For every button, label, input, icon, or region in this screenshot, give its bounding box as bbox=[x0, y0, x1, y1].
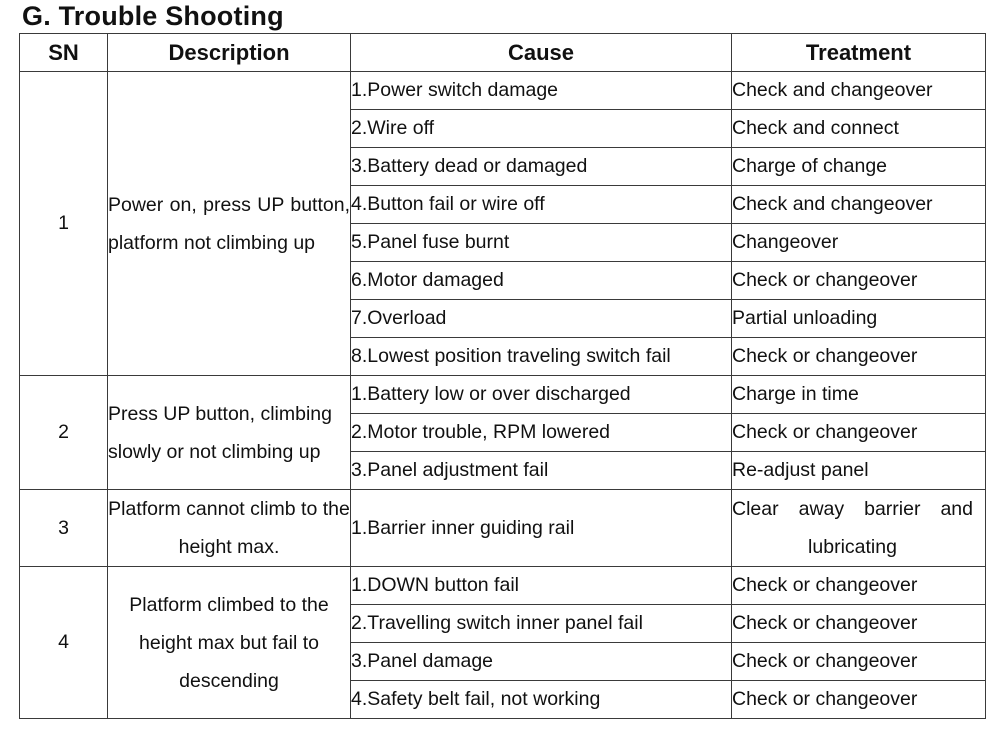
treatment-cell: Partial unloading bbox=[732, 300, 986, 338]
header-treatment: Treatment bbox=[732, 34, 986, 72]
header-row bbox=[20, 34, 986, 72]
group-1-sn: 1 bbox=[20, 72, 108, 376]
treatment-cell: Charge of change bbox=[732, 148, 986, 186]
cause-cell: 1.Power switch damage bbox=[351, 72, 732, 110]
treatment-cell: Check or changeover bbox=[732, 567, 986, 605]
treatment-cell: Check and changeover bbox=[732, 72, 986, 110]
cause-cell: 2.Travelling switch inner panel fail bbox=[351, 605, 732, 643]
cause-cell: 4.Safety belt fail, not working bbox=[351, 681, 732, 719]
table-row bbox=[20, 490, 986, 567]
treatment-cell: Check and changeover bbox=[732, 186, 986, 224]
treatment-cell: Re-adjust panel bbox=[732, 452, 986, 490]
cause-cell: 3.Battery dead or damaged bbox=[351, 148, 732, 186]
table-row bbox=[20, 567, 986, 605]
treatment-cell: Check or changeover bbox=[732, 681, 986, 719]
group-2-description: Press UP button, climbing slowly or not climbing up bbox=[108, 376, 351, 490]
group-4-description: Platform climbed to the height max but fail to descending bbox=[108, 567, 351, 719]
treatment-cell: Clear away barrier and lubricating bbox=[732, 490, 986, 567]
cause-cell: 3.Panel damage bbox=[351, 643, 732, 681]
section-title: G. Trouble Shooting bbox=[22, 1, 284, 31]
cause-cell: 2.Wire off bbox=[351, 110, 732, 148]
table-row bbox=[20, 376, 986, 414]
treatment-cell: Check or changeover bbox=[732, 338, 986, 376]
header-cause: Cause bbox=[351, 34, 732, 72]
cause-cell: 8.Lowest position traveling switch fail bbox=[351, 338, 732, 376]
treatment-cell: Changeover bbox=[732, 224, 986, 262]
group-2-sn: 2 bbox=[20, 376, 108, 490]
cause-cell: 5.Panel fuse burnt bbox=[351, 224, 732, 262]
treatment-cell: Check or changeover bbox=[732, 643, 986, 681]
group-1-description: Power on, press UP button, platform not climbing up bbox=[108, 72, 351, 376]
cause-cell: 2.Motor trouble, RPM lowered bbox=[351, 414, 732, 452]
treatment-cell: Check or changeover bbox=[732, 262, 986, 300]
treatment-cell: Charge in time bbox=[732, 376, 986, 414]
treatment-cell: Check and connect bbox=[732, 110, 986, 148]
table-row bbox=[20, 72, 986, 110]
header-description: Description bbox=[108, 34, 351, 72]
trouble-shooting-table bbox=[19, 33, 986, 719]
treatment-cell: Check or changeover bbox=[732, 605, 986, 643]
cause-cell: 6.Motor damaged bbox=[351, 262, 732, 300]
group-3-sn: 3 bbox=[20, 490, 108, 567]
cause-cell: 3.Panel adjustment fail bbox=[351, 452, 732, 490]
cause-cell: 4.Button fail or wire off bbox=[351, 186, 732, 224]
treatment-cell: Check or changeover bbox=[732, 414, 986, 452]
cause-cell: 1.DOWN button fail bbox=[351, 567, 732, 605]
header-sn: SN bbox=[20, 34, 108, 72]
group-3-description: Platform cannot climb to the height max. bbox=[108, 490, 351, 567]
cause-cell: 7.Overload bbox=[351, 300, 732, 338]
cause-cell: 1.Battery low or over discharged bbox=[351, 376, 732, 414]
group-4-sn: 4 bbox=[20, 567, 108, 719]
cause-cell: 1.Barrier inner guiding rail bbox=[351, 490, 732, 567]
